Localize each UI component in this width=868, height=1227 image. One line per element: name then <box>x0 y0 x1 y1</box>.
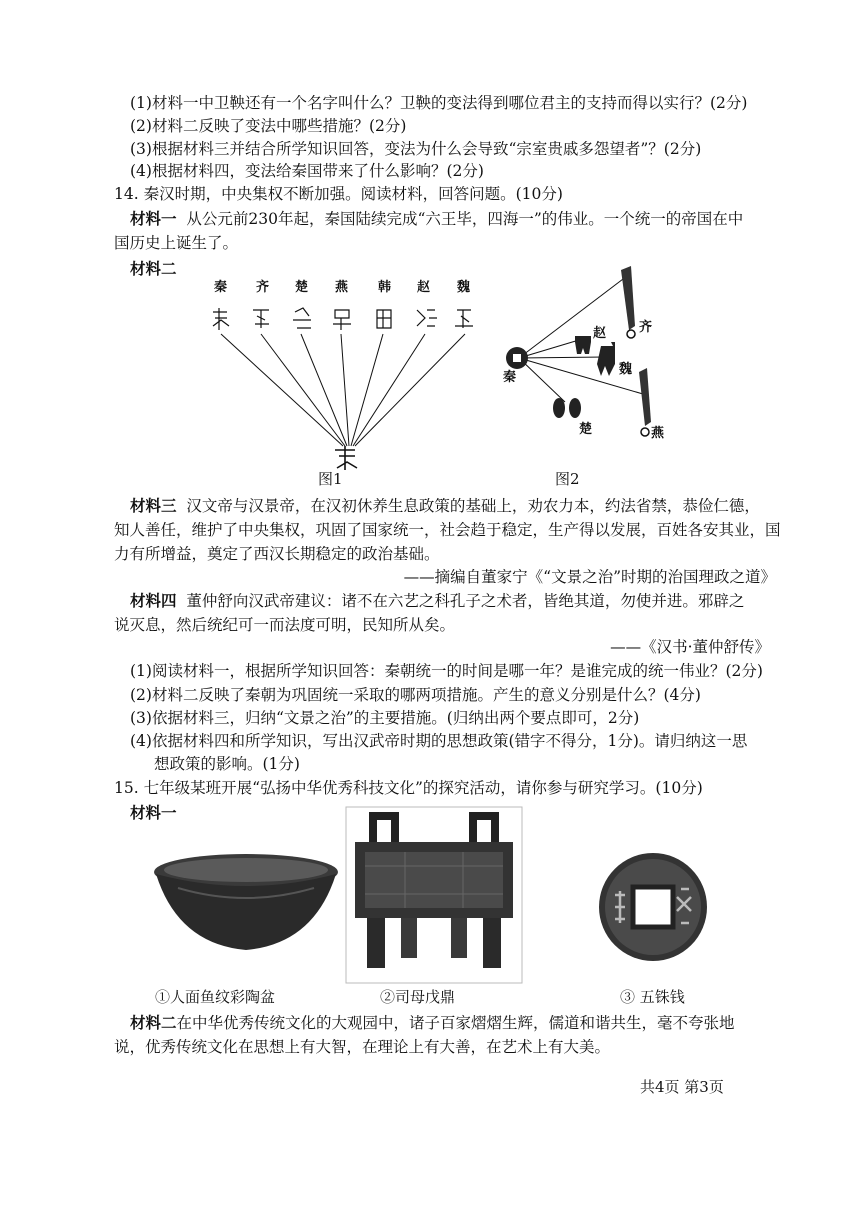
pottery-basin-image <box>148 848 344 958</box>
q13-sub4: (4)根据材料四，变法给秦国带来了什么影响？(2分) <box>130 162 484 180</box>
fig2-label-chu: 楚 <box>579 422 593 437</box>
q13-sub3: (3)根据材料三并结合所学知识回答，变法为什么会导致“宗室贵戚多怨望者”？(2分) <box>130 140 702 158</box>
fig2-coin-yan <box>639 368 651 436</box>
fig1-glyph-unified <box>335 446 357 470</box>
q14-m4-label: 材料四 <box>130 591 177 610</box>
caption-simuwu-ding: ②司母戊鼎 <box>380 988 456 1006</box>
fig1-glyph-chu <box>293 308 311 328</box>
fig2-line-zhao <box>519 340 579 358</box>
q14-title: 14. 秦汉时期，中央集权不断加强。阅读材料，回答问题。(10分) <box>114 185 563 203</box>
q15-m2 <box>130 1012 735 1034</box>
q15-m2-label: 材料二 <box>130 1013 177 1032</box>
fig2-coin-wei <box>597 342 615 376</box>
fig1-state-qi: 齐 <box>256 280 270 295</box>
q14-m3-line3: 力有所增益，奠定了西汉长期稳定的政治基础。 <box>114 545 440 563</box>
fig2-coin-zhao <box>575 336 591 354</box>
fig1-convergence-lines <box>221 334 465 446</box>
fig1-caption: 图1 <box>318 470 343 488</box>
caption-pottery-basin: ①人面鱼纹彩陶盆 <box>155 988 276 1006</box>
q14-sub4-line2: 想政策的影响。(1分) <box>154 755 300 773</box>
q14-sub2: (2)材料二反映了秦朝为巩固统一采取的哪两项措施。产生的意义分别是什么？(4分) <box>130 686 701 704</box>
simuwu-ding-image <box>345 806 523 984</box>
fig1-state-yan: 燕 <box>335 280 349 295</box>
fig1-diagram <box>195 298 500 488</box>
q15-m2-line2: 说，优秀传统文化在思想上有大智，在理论上有大善，在艺术上有大美。 <box>114 1038 611 1056</box>
fig1-state-han: 韩 <box>378 280 392 295</box>
q13-sub1: (1)材料一中卫鞅还有一个名字叫什么？卫鞅的变法得到哪位君主的支持而得以实行？(2分) <box>130 94 748 112</box>
q14-m3 <box>130 495 760 517</box>
wuzhu-coin-image <box>597 851 709 963</box>
fig2-caption: 图2 <box>555 470 580 488</box>
fig2-line-wei <box>519 357 605 358</box>
fig1-state-chu: 楚 <box>295 280 309 295</box>
fig1-state-wei: 魏 <box>457 280 471 295</box>
q13-sub2: (2)材料二反映了变法中哪些措施？(2分) <box>130 117 407 135</box>
fig2-label-zhao: 赵 <box>593 326 607 341</box>
fig2-line-qi <box>519 276 627 358</box>
page-footer: 共4页 第3页 <box>640 1078 724 1096</box>
fig1-glyph-yan <box>333 310 351 330</box>
fig2-label-yan: 燕 <box>651 426 665 441</box>
fig1-state-qin: 秦 <box>214 280 228 295</box>
fig2-coin-qi <box>621 266 635 338</box>
q15-m2-line1: 在中华优秀传统文化的大观园中，诸子百家熠熠生辉，儒道和谐共生，毫不夸张地 <box>176 1014 735 1032</box>
q14-m1 <box>130 208 743 230</box>
fig2-coin-chu <box>553 398 581 418</box>
q14-m4-line2: 说灭息，然后统纪可一而法度可明，民知所从矣。 <box>114 616 456 634</box>
fig2-label-wei: 魏 <box>619 362 633 377</box>
q14-m4-line1: 董仲舒向汉武帝建议：诸不在六艺之科孔子之术者，皆绝其道，勿使并进。邪辟之 <box>186 592 745 610</box>
figure-1 <box>195 268 500 478</box>
fig1-glyph-han <box>377 310 391 328</box>
q14-sub4-line1: (4)依据材料四和所学知识，写出汉武帝时期的思想政策(错字不得分，1分)。请归纳这一思 <box>130 732 748 750</box>
fig2-label-qin: 秦 <box>503 370 517 385</box>
q14-m1-line1: 从公元前230年起，秦国陆续完成“六王毕，四海一”的伟业。一个统一的帝国在中 <box>186 210 744 228</box>
q14-m4 <box>130 590 744 612</box>
q14-m3-label: 材料三 <box>130 496 177 515</box>
fig1-glyph-wei <box>455 310 473 328</box>
q14-m4-source: ——《汉书·董仲舒传》 <box>610 638 770 656</box>
q14-m1-line2: 国历史上诞生了。 <box>114 234 239 252</box>
q15-m1-label: 材料一 <box>130 803 177 822</box>
q15-title: 15. 七年级某班开展“弘扬中华优秀科技文化”的探究活动，请你参与研究学习。(10分) <box>114 779 703 797</box>
fig1-glyph-qin <box>213 308 229 330</box>
fig1-glyph-qi <box>253 310 269 328</box>
q14-m3-line2: 知人善任，维护了中央集权，巩固了国家统一，社会趋于稳定，生产得以发展，百姓各安其业，国 <box>114 521 781 539</box>
q14-m2-label: 材料二 <box>130 259 177 278</box>
q14-sub1: (1)阅读材料一，根据所学知识回答：秦朝统一的时间是哪一年？是谁完成的统一伟业？(2分) <box>130 662 763 680</box>
q14-m3-line1: 汉文帝与汉景帝，在汉初休养生息政策的基础上，劝农力本，约法省禁，恭俭仁德， <box>186 497 760 515</box>
figure-2 <box>495 262 670 442</box>
q14-m3-source: ——摘编自董家宁《“文景之治”时期的治国理政之道》 <box>403 568 776 586</box>
q14-sub3: (3)依据材料三，归纳“文景之治”的主要措施。(归纳出两个要点即可，2分) <box>130 709 640 727</box>
fig1-state-zhao: 赵 <box>417 280 431 295</box>
fig1-glyph-zhao <box>417 310 437 326</box>
caption-wuzhu-coin: ③ 五铢钱 <box>620 988 685 1006</box>
fig2-label-qi: 齐 <box>639 320 653 335</box>
q14-m1-label: 材料一 <box>130 209 177 228</box>
fig2-diagram <box>495 262 670 442</box>
